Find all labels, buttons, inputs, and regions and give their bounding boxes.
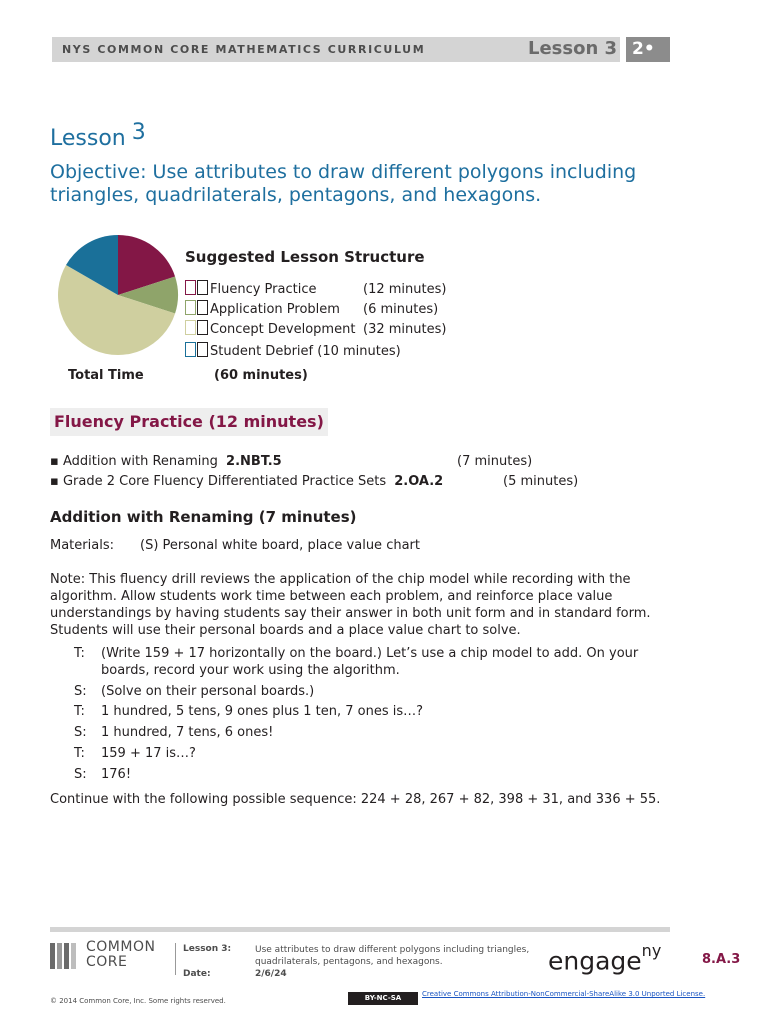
header-grade: 2•	[626, 37, 670, 62]
dialogue-line	[74, 745, 664, 762]
common-core-logo-icon	[50, 943, 80, 969]
footer-date-label: Date:	[183, 969, 211, 979]
cc-license-link[interactable]: Creative Commons Attribution-NonCommercial-ShareAlike 3.0 Unported License.	[422, 990, 706, 998]
dialogue-line	[74, 645, 664, 679]
legend-box-icon	[197, 300, 208, 315]
dialogue-text: 159 + 17 is…?	[101, 746, 196, 761]
total-time-value: (60 minutes)	[214, 368, 308, 383]
legend-box-icon	[185, 280, 196, 295]
total-time-label: Total Time	[68, 368, 144, 383]
dialogue-text: 176!	[101, 767, 132, 782]
fluency-bullet	[50, 472, 443, 492]
curriculum-title: NYS COMMON CORE MATHEMATICS CURRICULUM	[62, 43, 426, 56]
bullet-icon: ▪	[50, 474, 59, 489]
footer-divider	[175, 943, 176, 975]
engage-text: engage	[548, 946, 642, 976]
dialogue-text: 1 hundred, 7 tens, 6 ones!	[101, 725, 274, 740]
structure-row-time: (12 minutes)	[363, 282, 447, 297]
lesson-time-pie	[56, 233, 180, 357]
bullet-time: (7 minutes)	[457, 454, 533, 469]
dialogue-line	[74, 683, 664, 700]
bullet-code: 2.NBT.5	[226, 454, 282, 469]
common-core-logo-text	[86, 940, 155, 970]
legend-box-icon	[185, 342, 196, 357]
legend-box-icon	[197, 342, 208, 357]
structure-row-label: Student Debrief	[210, 344, 314, 359]
structure-row-label: Concept Development	[210, 322, 356, 337]
footer-description: Use attributes to draw different polygons including triangles, quadrilaterals, pentagons, and hexagons.	[255, 945, 530, 967]
footer-rule	[50, 927, 670, 932]
fluency-heading: Fluency Practice (12 minutes)	[50, 408, 328, 436]
logo-line: COMMON	[86, 939, 156, 955]
dialogue-line	[74, 724, 664, 741]
structure-row-label: Application Problem	[210, 302, 340, 317]
activity-note: Note: This fluency drill reviews the application of the chip model while recording with the algorithm. Allow students work time between each problem, and reinforce place value understandings by having students say their answer in both unit form and in standard form. Students will use their personal boards and a place value chart to solve.	[50, 572, 651, 638]
materials-value: (S) Personal white board, place value chart	[140, 538, 420, 553]
legend-box-icon	[185, 300, 196, 315]
dialogue-text: (Solve on their personal boards.)	[101, 684, 315, 699]
lesson-number: 3	[131, 120, 146, 145]
dialogue-text: 1 hundred, 5 tens, 9 ones plus 1 ten, 7 ones is…?	[101, 704, 424, 719]
footer-lesson-label: Lesson 3:	[183, 944, 232, 954]
bullet-icon: ▪	[50, 454, 59, 469]
structure-row-debrief	[185, 342, 401, 362]
structure-row-label: Fluency Practice	[210, 282, 317, 297]
legend-box-icon	[197, 280, 208, 295]
fluency-bullet	[50, 452, 282, 472]
lesson-word: Lesson	[50, 126, 126, 151]
continue-sequence: Continue with the following possible sequence: 224 + 28, 267 + 82, 398 + 31, and 336 + 55.	[50, 792, 661, 807]
dialogue-text: (Write 159 + 17 horizontally on the board.) Let’s use a chip model to add. On your boards, record your work using the algorithm.	[101, 646, 639, 678]
lesson-title	[50, 120, 146, 151]
speaker: S:	[74, 767, 87, 782]
structure-row-application	[185, 300, 438, 320]
page-number: 8.A.3	[702, 952, 741, 967]
logo-line: CORE	[86, 954, 128, 970]
structure-heading: Suggested Lesson Structure	[185, 248, 425, 266]
header-lesson: Lesson 3	[528, 38, 618, 59]
structure-row-concept	[185, 320, 446, 340]
cc-license-badge: BY-NC-SA	[348, 992, 418, 1005]
speaker: S:	[74, 684, 87, 699]
activity-heading: Addition with Renaming (7 minutes)	[50, 508, 357, 526]
dialogue-line	[74, 703, 664, 720]
speaker: T:	[74, 746, 85, 761]
structure-row-time: (32 minutes)	[363, 322, 447, 337]
footer-date: 2/6/24	[255, 969, 287, 979]
engage-sup: ny	[641, 941, 662, 960]
objective: Objective: Use attributes to draw different polygons including triangles, quadrilaterals, pentagons, and hexagons.	[50, 161, 637, 206]
speaker: T:	[74, 704, 85, 719]
structure-row-time: (10 minutes)	[317, 344, 401, 359]
structure-row-time: (6 minutes)	[363, 302, 439, 317]
dialogue-line	[74, 766, 664, 783]
speaker: S:	[74, 725, 87, 740]
speaker: T:	[74, 646, 85, 661]
structure-row-fluency	[185, 280, 446, 300]
materials-label: Materials:	[50, 538, 114, 553]
copyright: © 2014 Common Core, Inc. Some rights reserved.	[50, 997, 226, 1005]
bullet-text: Grade 2 Core Fluency Differentiated Practice Sets	[62, 474, 387, 489]
bullet-time: (5 minutes)	[503, 474, 579, 489]
legend-box-icon	[185, 320, 196, 335]
legend-box-icon	[197, 320, 208, 335]
materials	[50, 538, 420, 553]
bullet-code: 2.OA.2	[394, 474, 444, 489]
engageny-logo	[548, 941, 662, 976]
bullet-text: Addition with Renaming	[62, 454, 218, 469]
